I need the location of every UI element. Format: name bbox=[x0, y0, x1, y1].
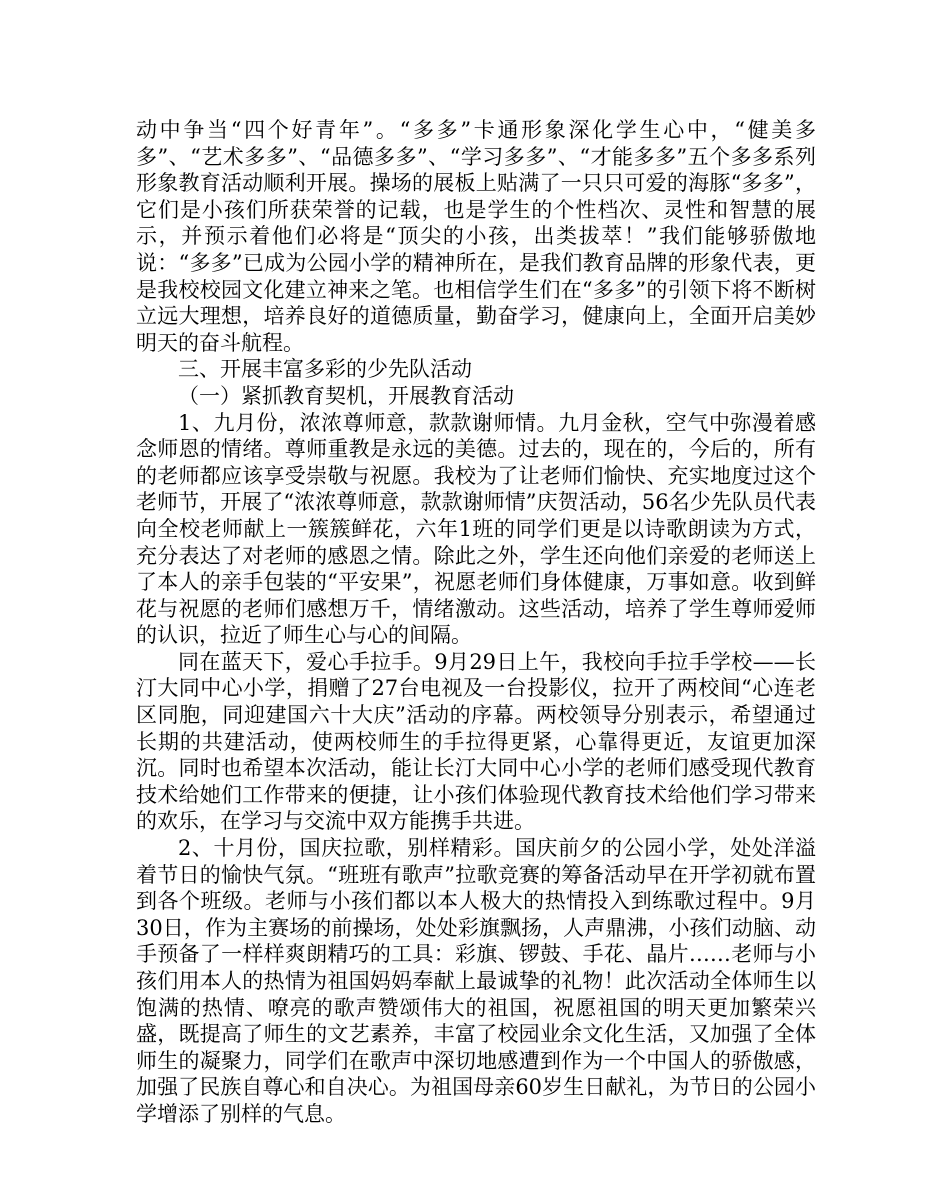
subsection-heading-education: （一）紧抓教育契机，开展教育活动 bbox=[178, 383, 514, 408]
paragraph-hand-in-hand: 同在蓝天下，爱心手拉手。9月29日上午，我校向手拉手学校——长汀大同中心小学，捐赠了27台电视及一台投影仪，拉开了两校间“心连老区同胞，同迎建国六十大庆”活动的序幕。两校领导分别表示，希望通过长期的共建活动，使两校师生的手拉得更紧，心靠得更近，友谊更加深沉。同时也希望本次活动，能让长汀大同中心小学的老师们感受现代教育技术给她们工作带来的便捷，让小孩们体验现代教育技术给他们学习带来的欢乐，在学习与交流中双方能携手共进。 bbox=[136, 649, 816, 834]
paragraph-september-teachers-day: 1、九月份，浓浓尊师意，款款谢师情。九月金秋，空气中弥漫着感念师恩的情绪。尊师重教是永远的美德。过去的，现在的，今后的，所有的老师都应该享受崇敬与祝愿。我校为了让老师们愉快、充实地度过这个老师节，开展了“浓浓尊师意，款款谢师情”庆贺活动，56名少先队员代表向全校老师献上一簇簇鲜花，六年1班的同学们更是以诗歌朗读为方式，充分表达了对老师的感恩之情。除此之外，学生还向他们亲爱的老师送上了本人的亲手包装的“平安果”，祝愿老师们身体健康，万事如意。收到鲜花与祝愿的老师们感想万千，情绪激动。这些活动，培养了学生尊师爱师的认识，拉近了师生心与心的间隔。 bbox=[136, 410, 816, 648]
paragraph-duoduo-continuation: 动中争当“四个好青年”。“多多”卡通形象深化学生心中，“健美多多”、“艺术多多”、“品德多多”、“学习多多”、“才能多多”五个多多系列形象教育活动顺利开展。操场的展板上贴满了一只只可爱的海豚“多多”，它们是小孩们所获荣誉的记载，也是学生的个性档次、灵性和智慧的展示，并预示着他们必将是“顶尖的小孩，出类拔萃！”我们能够骄傲地说：“多多”已成为公园小学的精神所在，是我们教育品牌的形象代表，更是我校校园文化建立神来之笔。也相信学生们在“多多”的引领下将不断树立远大理想，培养良好的道德质量，勤奋学习，健康向上，全面开启美妙明天的奋斗航程。 bbox=[136, 118, 816, 355]
paragraph-october-national-day: 2、十月份，国庆拉歌，别样精彩。国庆前夕的公园小学，处处洋溢着节日的愉快气氛。“班班有歌声”拉歌竞赛的筹备活动早在开学初就布置到各个班级。老师与小孩们都以本人极大的热情投入到练歌过程中。9月30日，作为主赛场的前操场，处处彩旗飘扬，人声鼎沸，小孩们动脑、动手预备了一样样爽朗精巧的工具：彩旗、锣鼓、手花、晶片……老师与小孩们用本人的热情为祖国妈妈奉献上最诚挚的礼物！此次活动全体师生以饱满的热情、嘹亮的歌声赞颂伟大的祖国，祝愿祖国的明天更加繁荣兴盛，既提高了师生的文艺素养，丰富了校园业余文化生活，又加强了全体师生的凝聚力，同学们在歌声中深切地感遭到作为一个中国人的骄傲感，加强了民族自尊心和自决心。为祖国母亲60岁生日献礼，为节日的公园小学增添了别样的气息。 bbox=[136, 836, 816, 1126]
section-heading-activities: 三、开展丰富多彩的少先队活动 bbox=[178, 357, 472, 382]
document-page bbox=[136, 117, 816, 1128]
